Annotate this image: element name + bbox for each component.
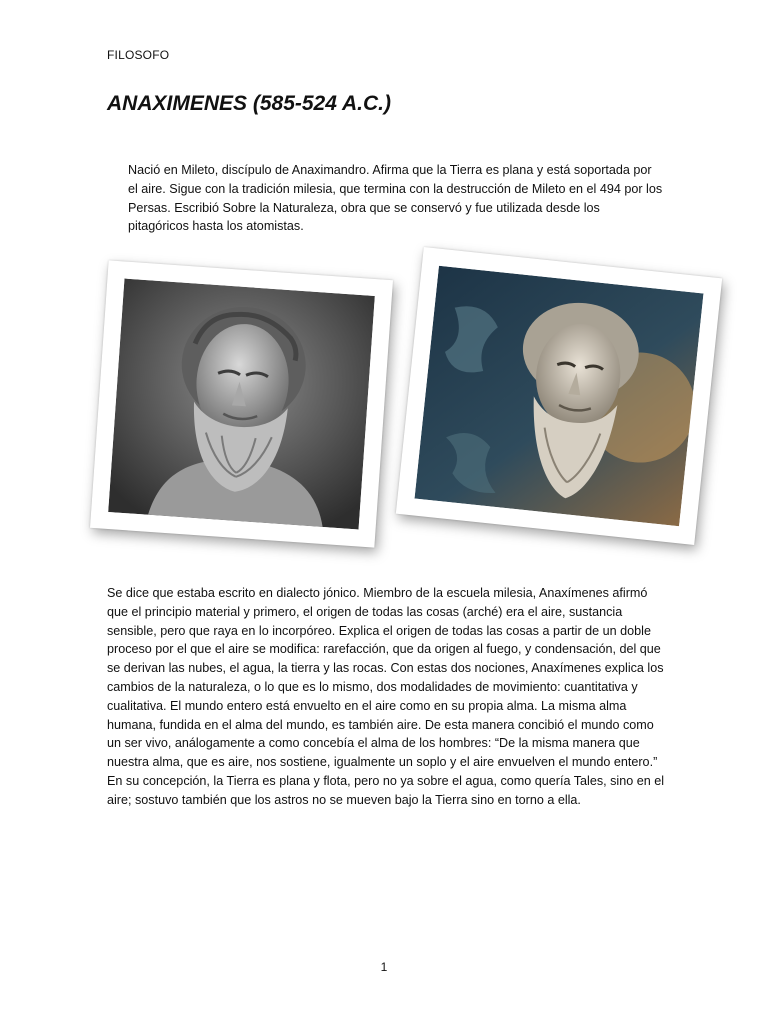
marble-bust-photo <box>108 279 375 530</box>
portrait-photo-frame <box>396 247 722 545</box>
body-paragraph: Se dice que estaba escrito en dialecto jónico. Miembro de la escuela milesia, Anaxímenes afirmó que el principio material y primero, el origen de todas las cosas (arché) era el aire, sustancia sensible, pero que raya en lo incorpóreo. Explica el origen de todas las cosas a partir de un doble proceso por el que el aire se modifica: rarefacción, que da origen al fuego, y condensación, del que se derivan las nubes, el agua, la tierra y las rocas. Con estas dos nociones, Anaxímenes explica los cambios de la naturaleza, o lo que es lo mismo, dos modalidades de movimiento: cuantitativa y cualitativa. El mundo entero está envuelto en el aire como en su propia alma. La misma alma humana, fundida en el alma del mundo, es también aire. De esta manera concibió el mundo como un ser vivo, análogamente a como concebía el alma de los hombres: “De la misma manera que nuestra alma, que es aire, nos sostiene, igualmente un soplo y el aire envuelven el mundo entero.” En su concepción, la Tierra es plana y flota, pero no ya sobre el agua, como quería Tales, sino en el aire; sostuvo también que los astros no se mueven bajo la Tierra sino en torno a ella. <box>107 586 665 807</box>
page-header: FILOSOFO <box>107 48 170 62</box>
stylized-portrait-photo <box>414 266 703 527</box>
page-number: 1 <box>380 960 388 974</box>
page-title: ANAXIMENES (585-524 A.C.) <box>107 92 391 115</box>
intro-paragraph: Nació en Mileto, discípulo de Anaximandro. Afirma que la Tierra es plana y está soportada por el aire. Sigue con la tradición milesia, que termina con la destrucción de Mileto en el 494 por los Persas. Escribió Sobre la Naturaleza, obra que se conservó y fue utilizada desde los pitagóricos hasta los atomistas. <box>128 163 663 234</box>
bust-photo-frame <box>90 260 393 547</box>
